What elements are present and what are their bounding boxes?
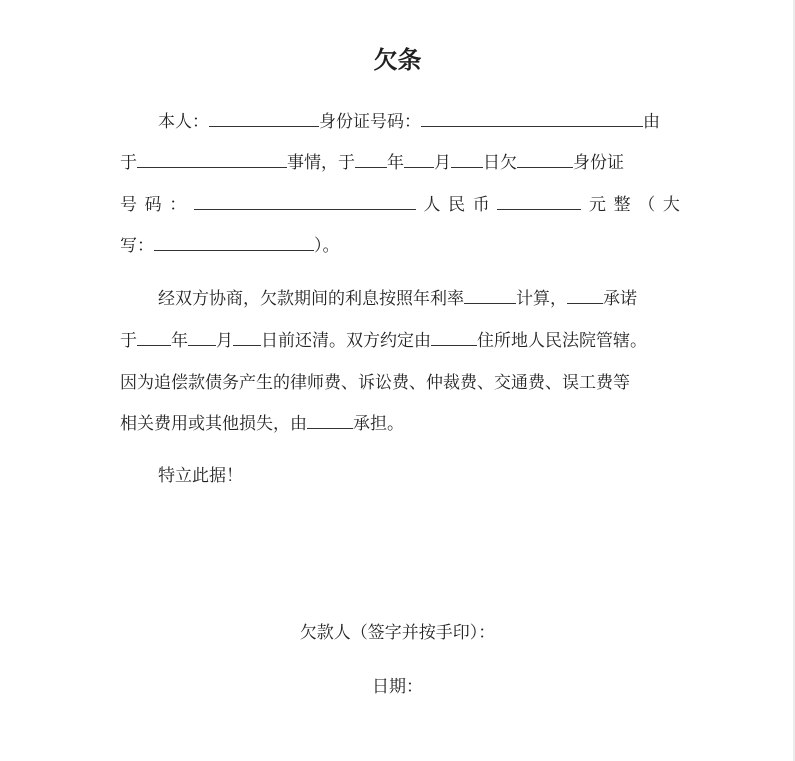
text: 事情，于 [287,153,355,173]
text: 写： [120,236,154,256]
blank-jurisdiction [431,329,477,346]
blank-day [451,151,483,168]
blank-repay-month [188,329,216,346]
blank-liable-party [307,412,353,429]
text: 日欠 [483,153,517,173]
blank-creditor-id [194,193,416,210]
text: 本人： [158,112,209,132]
text: 人 [423,195,441,215]
blank-amount [497,193,581,210]
p1-line-2 [120,151,680,175]
p1-line-1 [158,110,680,134]
text: 身份证号码： [319,112,421,132]
text: 承诺 [603,289,637,309]
blank-creditor [517,151,573,168]
p2-line-2 [120,329,680,353]
text: 月 [216,331,233,351]
p2-line-4 [120,412,680,436]
text: 由 [643,112,660,132]
document-title: 欠条 [373,45,422,74]
p3-line: 特立此据！ [158,466,243,486]
blank-id-number [421,110,643,127]
blank-repay-year [137,329,171,346]
p2-line-1 [158,287,680,311]
blank-amount-uppercase [154,234,314,251]
text: 承担。 [353,414,404,434]
p1-line-3 [120,193,680,217]
date-label: 日期： [372,677,423,697]
text: 码 [144,195,162,215]
blank-promisor [567,287,603,304]
p1-line-4 [120,234,680,258]
text: 计算， [516,289,567,309]
text: 年 [387,153,404,173]
blank-matter [137,151,287,168]
text: （ [638,195,656,215]
text: 币 [472,195,490,215]
p2-line-3: 因为追偿款债务产生的律师费、诉讼费、仲裁费、交通费、误工费等 [120,373,630,393]
blank-month [404,151,434,168]
text: 经双方协商，欠款期间的利息按照年利率 [158,289,464,309]
text: 住所地人民法院管辖。 [477,331,647,351]
text: 号 [120,195,137,215]
text: 相关费用或其他损失，由 [120,414,307,434]
debtor-signature-label: 欠款人（签字并按手印）： [299,623,496,643]
blank-year [355,151,387,168]
blank-repay-day [233,329,261,346]
text: 月 [434,153,451,173]
blank-name [209,110,319,127]
text: 元 [589,195,606,215]
text: 大 [662,195,680,215]
text: 日前还清。双方约定由 [261,331,431,351]
text: 于 [120,331,137,351]
text: 年 [171,331,188,351]
text: ）。 [314,236,340,256]
text: 整 [613,195,631,215]
text: 民 [448,195,466,215]
text: 身份证 [573,153,624,173]
blank-interest-rate [464,287,516,304]
text: 于 [120,153,137,173]
text: ： [169,195,187,215]
